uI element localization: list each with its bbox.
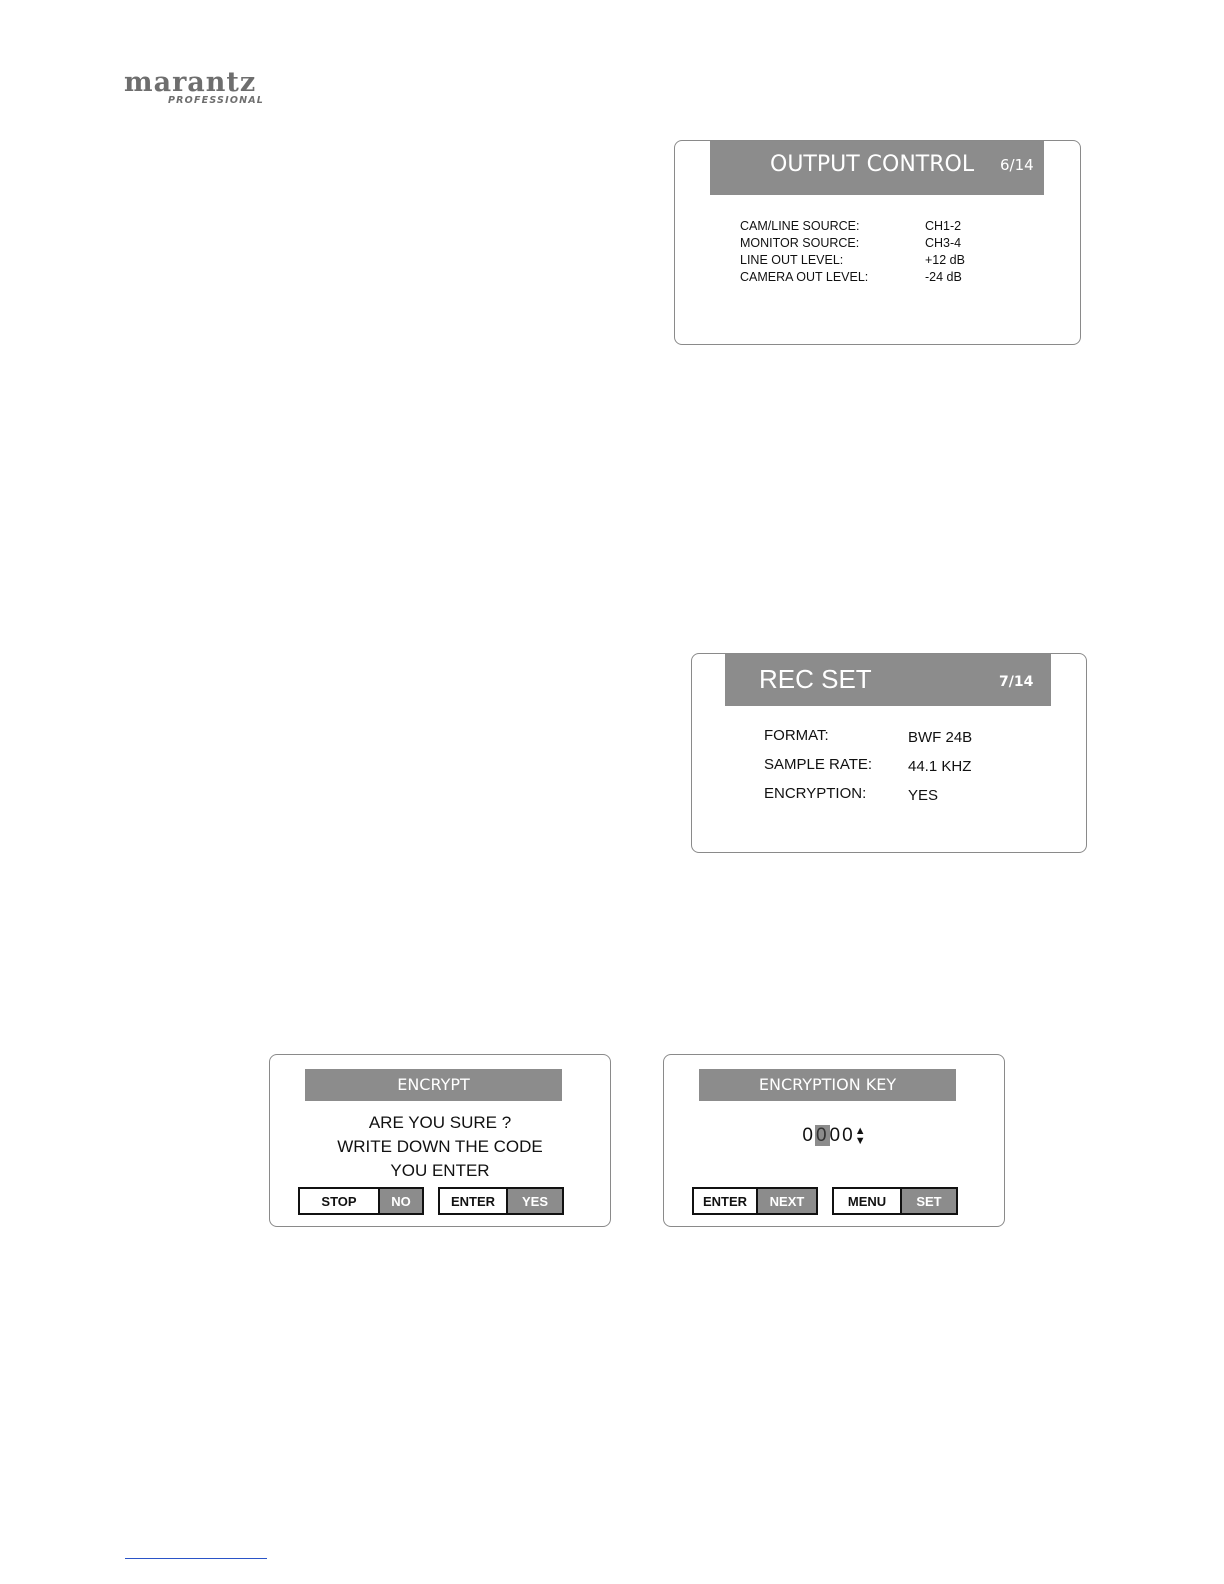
yes-action-label: YES: [506, 1189, 562, 1213]
format-label: FORMAT:: [764, 727, 829, 744]
key-digit-3[interactable]: 0: [829, 1125, 843, 1146]
camera-out-level-label: CAMERA OUT LEVEL:: [740, 270, 869, 284]
sample-rate-label: SAMPLE RATE:: [764, 756, 873, 773]
encrypt-confirm-screen: [269, 1054, 611, 1227]
confirm-line-3: YOU ENTER: [390, 1161, 490, 1180]
camera-out-level-value: -24 dB: [925, 270, 962, 284]
output-control-screen: [674, 140, 1081, 345]
output-control-title: OUTPUT CONTROL: [770, 152, 975, 177]
menu-key-label: MENU: [834, 1189, 900, 1213]
menu-set-button[interactable]: [832, 1187, 958, 1215]
encryption-key-screen: [663, 1054, 1005, 1227]
key-digit-1[interactable]: 0: [802, 1125, 815, 1146]
line-out-level-value: +12 dB: [925, 253, 965, 267]
stop-no-button[interactable]: [298, 1187, 424, 1215]
format-value: BWF 24B: [908, 729, 973, 746]
encrypt-title: ENCRYPT: [305, 1069, 562, 1101]
set-action-label: SET: [900, 1189, 956, 1213]
key-digit-entry[interactable]: [664, 1125, 1004, 1147]
enter-key-label: ENTER: [694, 1189, 756, 1213]
no-action-label: NO: [378, 1189, 422, 1213]
line-out-level-label: LINE OUT LEVEL:: [740, 253, 844, 267]
cam-line-source-label: CAM/LINE SOURCE:: [740, 219, 860, 233]
enter-key-label: ENTER: [440, 1189, 506, 1213]
page-indicator: 6/14: [1000, 156, 1034, 174]
monitor-source-label: MONITOR SOURCE:: [740, 236, 860, 250]
encryption-value: YES: [908, 787, 939, 804]
enter-next-button[interactable]: [692, 1187, 818, 1215]
rec-set-titlebar: [725, 654, 1051, 706]
stop-key-label: STOP: [300, 1189, 378, 1213]
cam-line-source-value: CH1-2: [925, 219, 962, 233]
rec-set-title: REC SET: [759, 664, 872, 694]
output-control-titlebar: [710, 141, 1044, 195]
page-indicator: 7/14: [999, 674, 1034, 690]
next-action-label: NEXT: [756, 1189, 816, 1213]
key-digit-2-selected[interactable]: 0: [815, 1125, 829, 1146]
footer-rule: [125, 1558, 267, 1559]
up-down-arrow-icon: ▲ ▼: [854, 1124, 866, 1147]
monitor-source-value: CH3-4: [925, 236, 962, 250]
rec-set-screen: [691, 653, 1087, 853]
logo-subtitle: PROFESSIONAL: [168, 95, 265, 106]
enter-yes-button[interactable]: [438, 1187, 564, 1215]
confirm-line-1: ARE YOU SURE ?: [368, 1113, 512, 1132]
encryption-key-title: ENCRYPTION KEY: [699, 1069, 956, 1101]
encryption-label: ENCRYPTION:: [764, 785, 867, 802]
confirm-line-2: WRITE DOWN THE CODE: [337, 1137, 543, 1156]
key-digit-4[interactable]: 0: [842, 1125, 855, 1146]
marantz-logo: marantz: [124, 67, 257, 98]
sample-rate-value: 44.1 KHZ: [908, 758, 972, 775]
